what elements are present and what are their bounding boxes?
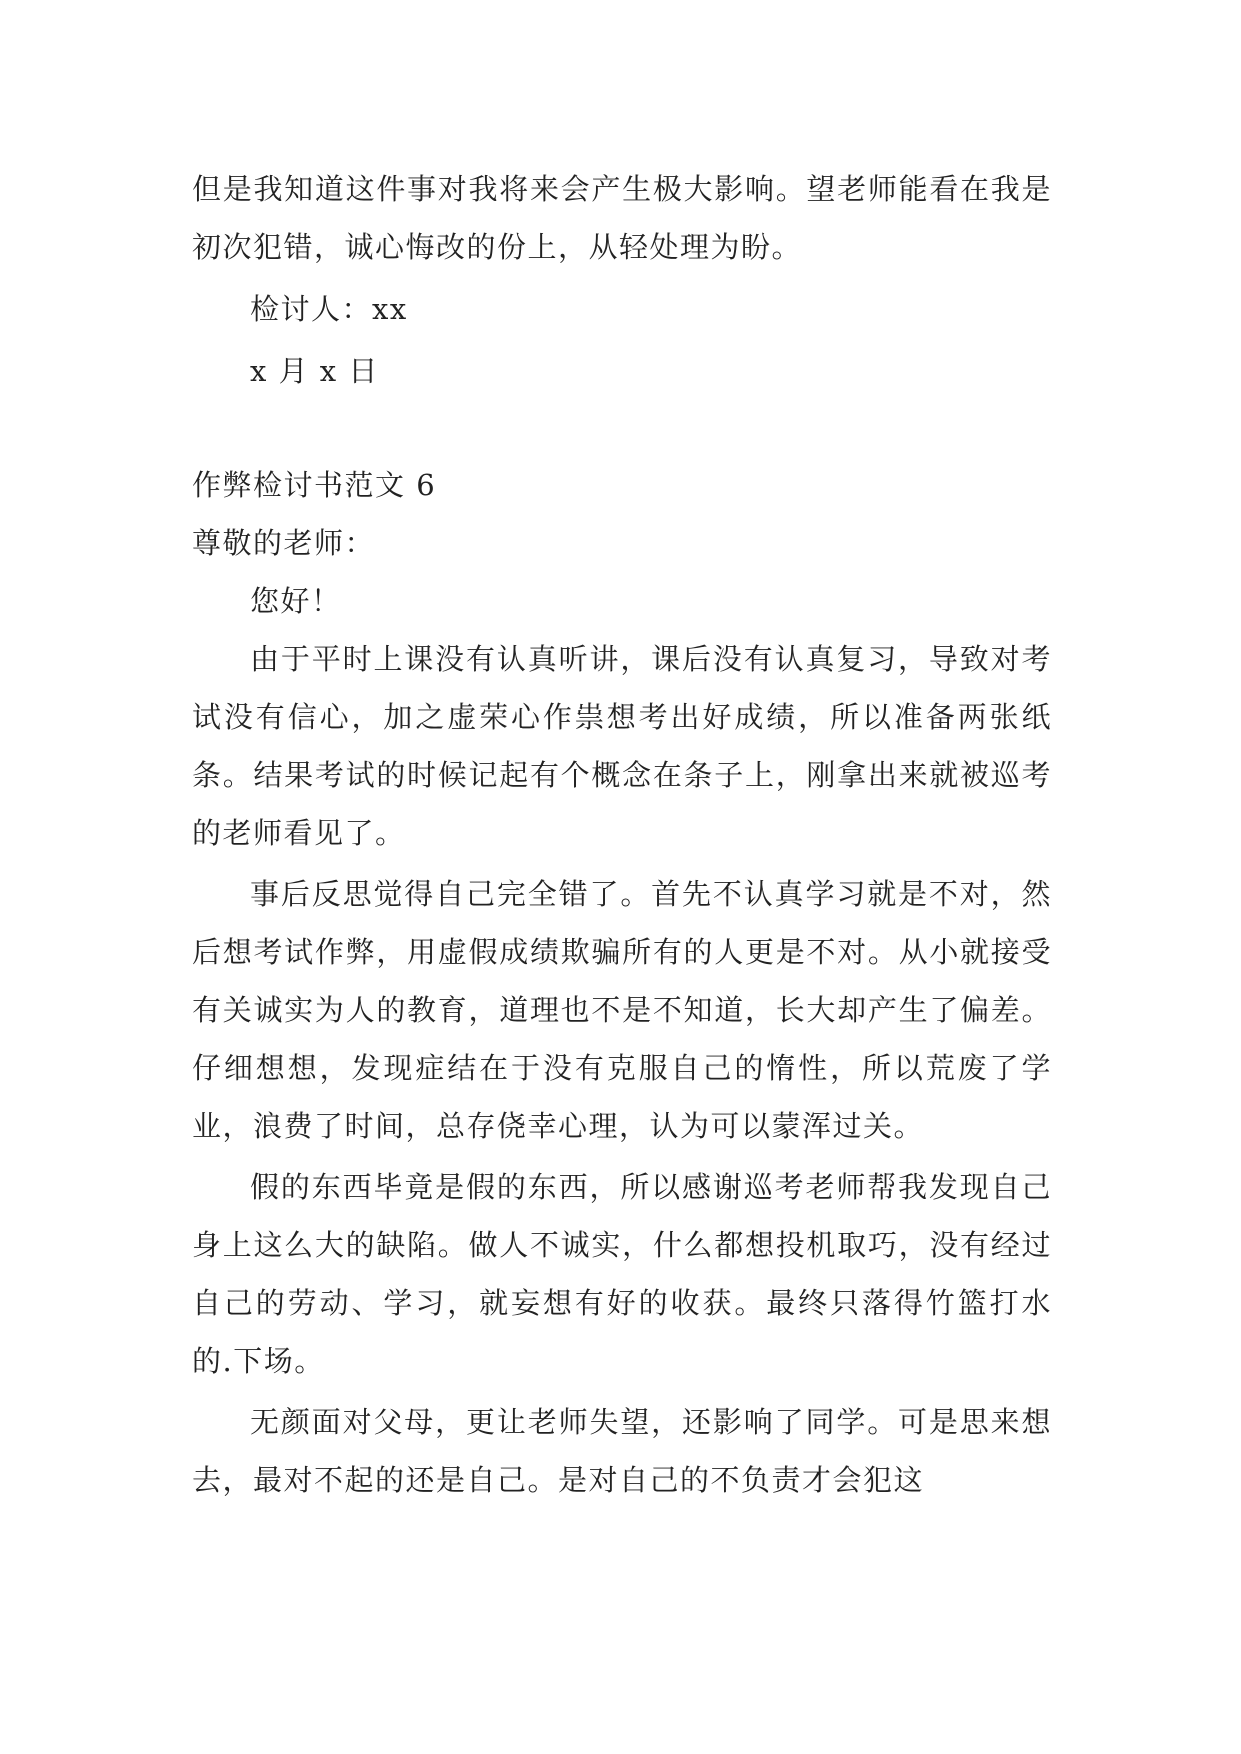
greeting: 您好！: [250, 584, 342, 618]
document-body: [192, 160, 1052, 1509]
section-title: 作弊检讨书范文 6: [192, 468, 437, 502]
date-line: x 月 x 日: [250, 354, 379, 388]
body-paragraph-3: 假的东西毕竟是假的东西，所以感谢巡考老师帮我发现自己身上这么大的缺陷。做人不诚实，什么都想投机取巧，没有经过自己的劳动、学习，就妄想有好的收获。最终只落得竹篮打水的.下场。: [192, 1170, 1052, 1378]
signature-line: 检讨人：xx: [250, 292, 408, 326]
intro-paragraph: 但是我知道这件事对我将来会产生极大影响。望老师能看在我是初次犯错，诚心悔改的份上，从轻处理为盼。: [192, 172, 1052, 264]
body-paragraph-1: 由于平时上课没有认真听讲，课后没有认真复习，导致对考试没有信心，加之虚荣心作祟想考出好成绩，所以准备两张纸条。结果考试的时候记起有个概念在条子上，刚拿出来就被巡考的老师看见了。: [192, 642, 1052, 850]
salutation: 尊敬的老师：: [192, 526, 376, 560]
body-paragraph-4: 无颜面对父母，更让老师失望，还影响了同学。可是思来想去，最对不起的还是自己。是对自己的不负责才会犯这: [192, 1405, 1052, 1497]
body-paragraph-2: 事后反思觉得自己完全错了。首先不认真学习就是不对，然后想考试作弊，用虚假成绩欺骗所有的人更是不对。从小就接受有关诚实为人的教育，道理也不是不知道，长大却产生了偏差。仔细想想，发现症结在于没有克服自己的惰性，所以荒废了学业，浪费了时间，总存侥幸心理，认为可以蒙浑过关。: [192, 877, 1052, 1143]
